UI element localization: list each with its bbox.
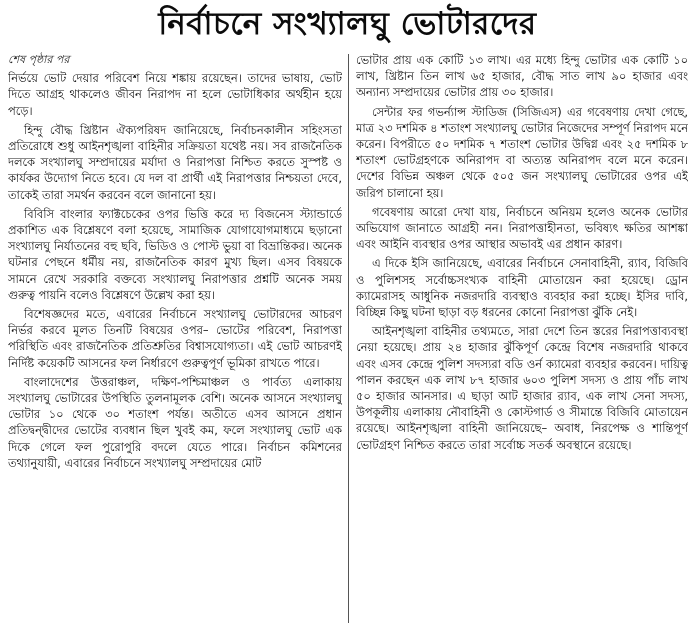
paragraph: গবেষণায় আরো দেখা যায়, নির্বাচনে অনিয়ম হলেও অনেক ভোটার অভিযোগ জানাতে আগ্রহী নন। নিরাপত্তাহীনতা, ভবিষ্যৎ ক্ষতির আশঙ্কা এবং আইনি ব্যবস্থার ওপর আস্থার অভাবই এর প্রধান কারণ। (356, 204, 688, 252)
paragraph: সেন্টার ফর গভর্ন্যান্স স্টাডিজ (সিজিএস) এর গবেষণায় দেখা গেছে, মাত্র ২৩ দশমিক ৪ শতাংশ সংখ্যালঘু ভোটার নিজেদের সম্পূর্ণ নিরাপদ মনে করেন। বিপরীতে ৫০ দশমিক ৭ শতাংশ ভোটার উদ্বিগ্ন এবং ২৫ দশমিক ৮ শতাংশ ভোটগ্রহণকে অনিরাপদ বা অত্যন্ত অনিরাপদ বলে মনে করেন। দেশের বিভিন্ন অঞ্চল থেকে ৫০৫ জন সংখ্যালঘু ভোটারের ওপর এই জরিপ চালানো হয়। (356, 104, 688, 200)
paragraph: এ দিকে ইসি জানিয়েছে, এবারের নির্বাচনে সেনাবাহিনী, র‍্যাব, বিজিবি ও পুলিশসহ সর্বোচ্চসংখ্যক বাহিনী মোতায়েন করা হয়েছে। ড্রোন ক্যামেরাসহ আধুনিক নজরদারি ব্যবস্থাও ব্যবহার করা হচ্ছে। ইসির দাবি, বিচ্ছিন্ন কিছু ঘটনা ছাড়া বড় ধরনের কোনো নিরাপত্তা ঝুঁকি নেই। (356, 256, 688, 320)
paragraph: নির্ভয়ে ভোট দেয়ার পরিবেশ নিয়ে শঙ্কায় রয়েছেন। তাদের ভাষায়, ভোট দিতে আগ্রহ থাকলেও জীবন নিরাপদ না হলে ভোটাধিকার অর্থহীন হয়ে পড়ে। (8, 71, 342, 118)
paragraph: বিবিসি বাংলার ফ্যাক্টচেকের ওপর ভিত্তি করে দ্য বিজনেস স্ট্যান্ডার্ডে প্রকাশিত এক বিশ্লেষণে বলা হয়েছে, সামাজিক যোগাযোগমাধ্যমে ছড়ানো সংখ্যালঘু নির্যাতনের বহু ছবি, ভিডিও ও পোস্ট ভুয়া বা বিভ্রান্তিকর। অনেক ঘটনার পেছনে ধর্মীয় নয়, রাজনৈতিক কারণ মুখ্য ছিল। এসব বিষয়কে সামনে রেখে সরকারি বক্তব্যে সংখ্যালঘু নিরাপত্তার প্রশ্নটি অনেক সময় গুরুত্ব পায়নি বলেও বিশ্লেষণে উল্লেখ করা হয়। (8, 206, 342, 302)
continued-from-label: শেষ পৃষ্ঠার পর (8, 53, 70, 66)
article-column-left (8, 52, 342, 623)
paragraph: আইনশৃঙ্খলা বাহিনীর তথ্যমতে, সারা দেশে তিন স্তরের নিরাপত্তাব্যবস্থা নেয়া হয়েছে। প্রায় ২৪ হাজার ঝুঁকিপূর্ণ কেন্দ্রে বিশেষ নজরদারি থাকবে এবং এসব কেন্দ্রে পুলিশ সদস্যরা বডি ওর্ন ক্যামেরা ব্যবহার করবেন। দায়িত্ব পালন করছেন এক লাখ ৮৭ হাজার ৬০৩ পুলিশ সদস্য ও প্রায় পাঁচ লাখ ৫০ হাজার আনসার। এ ছাড়া আট হাজার র‍্যাব, এক লাখ সেনা সদস্য, উপকূলীয় এলাকায় নৌবাহিনী ও কোস্টগার্ড ও সীমান্তে বিজিবি মোতায়েন রয়েছে। আইনশৃঙ্খলা বাহিনী জানিয়েছে– অবাধ, নিরপেক্ষ ও শান্তিপূর্ণ ভোটগ্রহণ নিশ্চিত করতে তারা সর্বোচ্চ সতর্ক অবস্থানে রয়েছে। (356, 324, 688, 452)
paragraph: ভোটার প্রায় এক কোটি ১৩ লাখ। এর মধ্যে হিন্দু ভোটার এক কোটি ১০ লাখ, খ্রিষ্টান তিন লাখ ৬৫ হাজার, বৌদ্ধ সাত লাখ ৯০ হাজার এবং অন্যান্য সম্প্রদায়ের ভোটার প্রায় ৩০ হাজার। (356, 53, 688, 100)
paragraph: বিশেষজ্ঞদের মতে, এবারের নির্বাচনে সংখ্যালঘু ভোটারদের আচরণ নির্ভর করবে মূলত তিনটি বিষয়ের ওপর– ভোটের পরিবেশ, নিরাপত্তা পরিস্থিতি এবং রাজনৈতিক প্রতিশ্রুতির বিশ্বাসযোগ্যতা। এই ভোট আচরণই নির্দিষ্ট কয়েকটি আসনের ফল নির্ধারণে গুরুত্বপূর্ণ ভূমিকা রাখতে পারে। (8, 307, 342, 370)
paragraph: হিন্দু বৌদ্ধ খ্রিষ্টান ঐক্যপরিষদ জানিয়েছে, নির্বাচনকালীন সহিংসতা প্রতিরোধে শুধু আইনশৃঙ্খলা বাহিনীর সক্রিয়তা যথেষ্ট নয়। সব রাজনৈতিক দলকে সংখ্যালঘু সম্প্রদায়ের মর্যাদা ও নিরাপত্তা নিশ্চিত করতে সুস্পষ্ট ও কার্যকর উদ্যোগ নিতে হবে। যে দল বা প্রার্থী এই নিরাপত্তার নিশ্চয়তা দেবে, তাকেই তারা সমর্থন করবেন বলে জানানো হয়। (8, 122, 342, 202)
column-divider (348, 54, 349, 623)
headline: নির্বাচনে সংখ্যালঘু ভোটারদের (158, 6, 537, 42)
paragraph: বাংলাদেশের উত্তরাঞ্চল, দক্ষিণ-পশ্চিমাঞ্চল ও পার্বত্য এলাকায় সংখ্যালঘু ভোটারের উপস্থিতি তুলনামূলক বেশি। অনেক আসনে সংখ্যালঘু ভোটার ১০ থেকে ৩০ শতাংশ পর্যন্ত। অতীতে এসব আসনে প্রধান প্রতিদ্বন্দ্বীদের ভোটের ব্যবধান ছিল খুবই কম, ফলে সংখ্যালঘু ভোট এক দিকে গেলে ফল পুরোপুরি বদলে যেতে পারে। নির্বাচন কমিশনের তথ্যানুযায়ী, এবারের নির্বাচনে সংখ্যালঘু সম্প্রদায়ের মোট (8, 374, 342, 470)
article-column-right (356, 52, 688, 623)
